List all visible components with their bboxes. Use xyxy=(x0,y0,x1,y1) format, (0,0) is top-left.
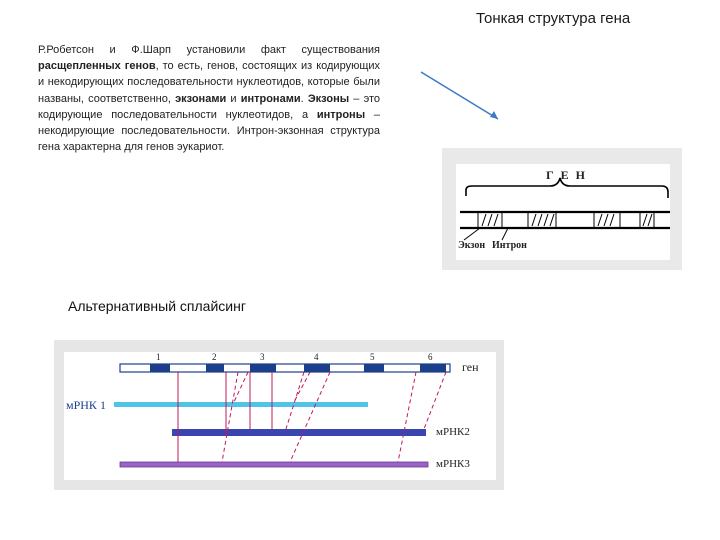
paragraph-text: и xyxy=(226,92,241,105)
gene-label: Г Е Н xyxy=(546,168,587,182)
paragraph-text: – это кодирующие последовательности нуклеотидов, а xyxy=(38,92,380,121)
paragraph-text: , то есть, генов, состоящих из кодирующих и некодирующих последовательности нуклеотидов, которые были названы, соответственно, xyxy=(38,60,381,105)
exon-number-5: 5 xyxy=(370,352,375,362)
paragraph-term: экзонами xyxy=(175,92,227,105)
paragraph-term: Экзоны xyxy=(307,92,350,105)
mrna1-label: мРНК 1 xyxy=(66,398,106,412)
mrna3-label: мРНК3 xyxy=(436,458,470,470)
paragraph-text: – некодирующие последовательности. Интрон-экзонная структура гена характерна для генов эукариот. xyxy=(38,108,380,154)
exon-number-3: 3 xyxy=(260,352,265,362)
exon-number-6: 6 xyxy=(428,352,433,362)
paragraph-term: интронами xyxy=(240,92,301,105)
paragraph-text: Р.Робетсон и Ф.Шарп установили факт существования xyxy=(38,44,380,56)
exon-number-2: 2 xyxy=(212,352,217,362)
paragraph-term: расщепленных генов xyxy=(38,60,156,73)
exon-label: Экзон xyxy=(458,240,486,251)
alternative-splicing-figure xyxy=(54,340,504,490)
exon-number-4: 4 xyxy=(314,352,319,362)
paragraph-term: интроны xyxy=(316,108,366,121)
mrna2-label: мРНК2 xyxy=(436,426,470,438)
gene-label: ген xyxy=(462,360,479,374)
slide-title: Тонкая структура гена xyxy=(476,10,631,27)
exon-number-1: 1 xyxy=(156,352,161,362)
section-title: Альтернативный сплайсинг xyxy=(68,298,246,314)
paragraph-text: . xyxy=(300,92,308,105)
intron-label: Интрон xyxy=(492,240,527,251)
gene-structure-figure xyxy=(442,148,682,270)
